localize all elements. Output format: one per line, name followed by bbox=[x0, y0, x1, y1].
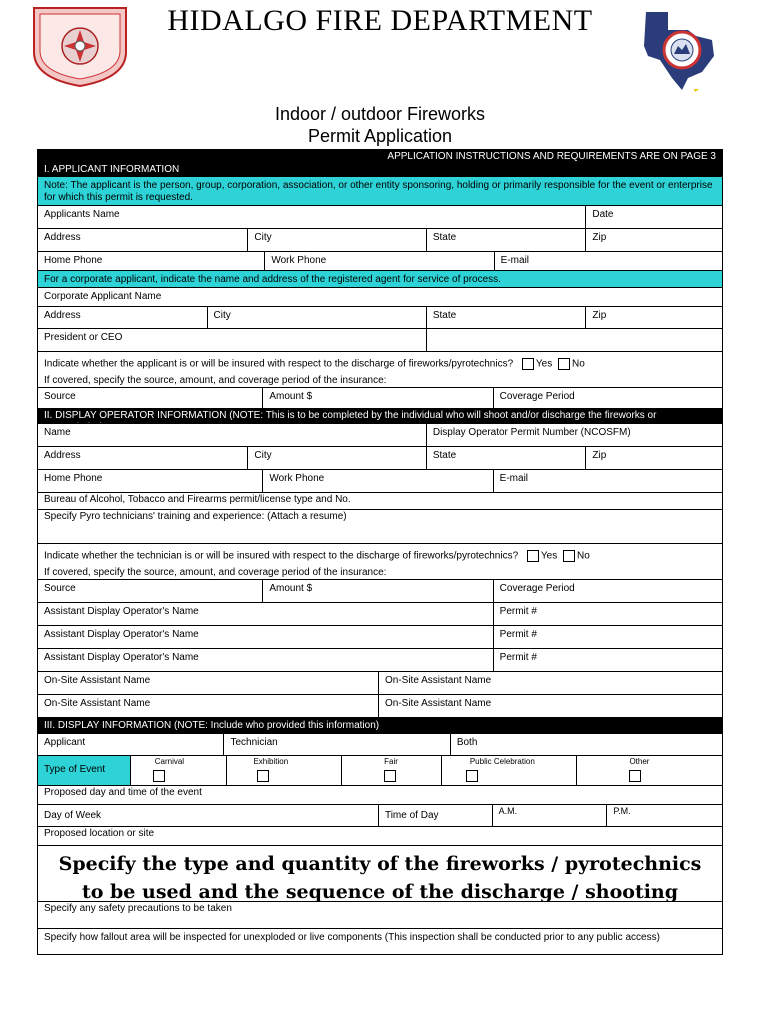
form-subtitle-line1: Indoor / outdoor Fireworks bbox=[274, 104, 486, 124]
fireworks-spec-heading[interactable]: Specify the type and quantity of the fireworks / pyrotechnics to be used and the sequence of the discharge / shooting bbox=[58, 853, 702, 901]
atf-row bbox=[37, 493, 723, 510]
home-phone-field[interactable]: Home Phone bbox=[38, 252, 265, 270]
operator-name-row bbox=[37, 424, 723, 447]
carnival-label: Carnival bbox=[154, 757, 185, 766]
location-field[interactable]: Proposed location or site bbox=[44, 828, 155, 839]
operator-address-row bbox=[37, 447, 723, 470]
section3-header bbox=[37, 718, 723, 734]
city-seal-logo bbox=[638, 6, 720, 92]
applicant-note bbox=[37, 177, 723, 206]
section1-heading: I. APPLICANT INFORMATION bbox=[44, 164, 180, 175]
corporate-zip-field[interactable]: Zip bbox=[592, 310, 607, 321]
applicant-address-row bbox=[37, 229, 723, 252]
corporate-name-row bbox=[37, 288, 723, 307]
section1-header bbox=[37, 149, 723, 177]
assistant-permit-field[interactable]: Permit # bbox=[499, 652, 537, 663]
operator-phone-row bbox=[37, 470, 723, 493]
form-subtitle-line2: Permit Application bbox=[307, 126, 453, 146]
assistant-permit-field[interactable]: Permit # bbox=[499, 629, 537, 640]
address-field[interactable]: Address bbox=[38, 229, 248, 251]
applicant-option[interactable]: Applicant bbox=[38, 734, 224, 755]
yes-label: Yes bbox=[540, 550, 558, 562]
assistant-name-field[interactable]: Assistant Display Operator's Name bbox=[38, 649, 494, 671]
no-label: No bbox=[577, 550, 590, 562]
operator-city-field[interactable]: City bbox=[248, 447, 426, 469]
exhibition-checkbox[interactable] bbox=[257, 770, 269, 782]
president-blank[interactable] bbox=[427, 329, 722, 351]
operator-zip-field[interactable]: Zip bbox=[592, 450, 607, 461]
other-checkbox[interactable] bbox=[629, 770, 641, 782]
technician-insurance-details-row bbox=[37, 580, 723, 603]
onsite-assistant-left-field[interactable]: On-Site Assistant Name bbox=[38, 695, 379, 717]
operator-state-field[interactable]: State bbox=[427, 447, 587, 469]
technician-source-field[interactable]: Source bbox=[38, 580, 263, 602]
president-row bbox=[37, 329, 723, 352]
public-celebration-checkbox[interactable] bbox=[466, 770, 478, 782]
email-field[interactable]: E-mail bbox=[500, 255, 530, 266]
amount-field[interactable]: Amount $ bbox=[263, 388, 493, 408]
applicants-name-field[interactable]: Applicants Name bbox=[38, 206, 586, 228]
fair-label: Fair bbox=[384, 757, 398, 766]
section2-header bbox=[37, 409, 723, 424]
other-label: Other bbox=[629, 757, 650, 766]
applicant-no-checkbox[interactable] bbox=[558, 358, 570, 370]
technician-amount-field[interactable]: Amount $ bbox=[263, 580, 493, 602]
applicant-yes-checkbox[interactable] bbox=[522, 358, 534, 370]
safety-precautions-field[interactable]: Specify any safety precautions to be taken bbox=[44, 903, 232, 914]
pm-field[interactable]: P.M. bbox=[613, 806, 631, 816]
technician-insured-question: Indicate whether the technician is or will be insured with respect to the discharge of fireworks/pyrotechnics? bbox=[44, 550, 519, 562]
corporate-address-field[interactable]: Address bbox=[38, 307, 208, 328]
carnival-checkbox[interactable] bbox=[153, 770, 165, 782]
technician-no-checkbox[interactable] bbox=[563, 550, 575, 562]
city-field[interactable]: City bbox=[248, 229, 426, 251]
onsite-assistant-right-field[interactable]: On-Site Assistant Name bbox=[385, 698, 492, 709]
time-of-day-field[interactable]: Time of Day bbox=[379, 805, 493, 826]
onsite-assistant-right-field[interactable]: On-Site Assistant Name bbox=[385, 675, 492, 686]
fireworks-spec-row bbox=[37, 846, 723, 902]
operator-name-field[interactable]: Name bbox=[38, 424, 427, 446]
operator-email-field[interactable]: E-mail bbox=[499, 473, 529, 484]
fair-checkbox[interactable] bbox=[384, 770, 396, 782]
assistant-permit-field[interactable]: Permit # bbox=[499, 606, 537, 617]
assistant-row bbox=[37, 626, 723, 649]
corporate-name-field[interactable]: Corporate Applicant Name bbox=[44, 291, 162, 302]
date-field[interactable]: Date bbox=[592, 209, 614, 220]
assistant-name-field[interactable]: Assistant Display Operator's Name bbox=[38, 603, 494, 625]
operator-address-field[interactable]: Address bbox=[38, 447, 248, 469]
day-time-row bbox=[37, 805, 723, 827]
page-title: HIDALGO FIRE DEPARTMENT bbox=[167, 4, 593, 37]
onsite-row bbox=[37, 695, 723, 718]
location-row bbox=[37, 827, 723, 846]
atf-field[interactable]: Bureau of Alcohol, Tobacco and Firearms permit/license type and No. bbox=[44, 494, 351, 505]
corporate-city-field[interactable]: City bbox=[208, 307, 427, 328]
applicant-name-row[interactable] bbox=[37, 206, 723, 229]
event-option-public-celebration[interactable] bbox=[442, 756, 578, 785]
assistant-row bbox=[37, 649, 723, 672]
event-option-other[interactable] bbox=[577, 756, 722, 785]
corporate-note-text: For a corporate applicant, indicate the name and address of the registered agent for service of process. bbox=[44, 274, 501, 285]
section3-heading: III. DISPLAY INFORMATION (NOTE: Include who provided this information) bbox=[44, 720, 380, 731]
applicant-covered-text: If covered, specify the source, amount, and coverage period of the insurance: bbox=[44, 374, 387, 386]
fallout-inspection-field[interactable]: Specify how fallout area will be inspected for unexploded or live components (This inspection shall be conducted prior to any public access) bbox=[44, 932, 660, 943]
applicant-insurance-details-row bbox=[37, 388, 723, 409]
pyro-training-field[interactable]: Specify Pyro technicians' training and experience: (Attach a resume) bbox=[44, 511, 347, 522]
permit-form bbox=[37, 149, 723, 955]
corporate-note bbox=[37, 271, 723, 288]
applicant-insurance-row bbox=[37, 352, 723, 388]
onsite-assistant-left-field[interactable]: On-Site Assistant Name bbox=[38, 672, 379, 694]
assistant-row bbox=[37, 603, 723, 626]
applicant-insurance-cell bbox=[38, 352, 722, 387]
corporate-state-field[interactable]: State bbox=[427, 307, 587, 328]
type-of-event-label: Type of Event bbox=[38, 756, 131, 785]
day-of-week-field[interactable]: Day of Week bbox=[38, 805, 379, 826]
am-field[interactable]: A.M. bbox=[493, 805, 608, 826]
proposed-day-row bbox=[37, 786, 723, 805]
no-label: No bbox=[572, 358, 585, 370]
yes-label: Yes bbox=[535, 358, 553, 370]
work-phone-field[interactable]: Work Phone bbox=[265, 252, 494, 270]
state-field[interactable]: State bbox=[427, 229, 587, 251]
source-field[interactable]: Source bbox=[38, 388, 263, 408]
operator-work-phone-field[interactable]: Work Phone bbox=[263, 470, 493, 492]
technician-covered-text: If covered, specify the source, amount, and coverage period of the insurance: bbox=[44, 566, 387, 578]
exhibition-label: Exhibition bbox=[253, 757, 289, 766]
onsite-row bbox=[37, 672, 723, 695]
applicant-insured-question: Indicate whether the applicant is or will be insured with respect to the discharge of fireworks/pyrotechnics? bbox=[44, 358, 514, 370]
applicant-phone-row bbox=[37, 252, 723, 271]
fire-department-logo bbox=[30, 4, 130, 88]
operator-home-phone-field[interactable]: Home Phone bbox=[38, 470, 263, 492]
source-of-info-row bbox=[37, 734, 723, 756]
corporate-address-row bbox=[37, 307, 723, 329]
zip-field[interactable]: Zip bbox=[592, 232, 607, 243]
both-option[interactable]: Both bbox=[456, 737, 478, 748]
technician-insurance-cell bbox=[38, 544, 722, 579]
instructions-note: APPLICATION INSTRUCTIONS AND REQUIREMENTS ARE ON PAGE 3 bbox=[387, 151, 716, 162]
president-field[interactable]: President or CEO bbox=[38, 329, 427, 351]
pyro-training-row bbox=[37, 510, 723, 544]
section2-heading: II. DISPLAY OPERATOR INFORMATION (NOTE: This is to be completed by the individual who will shoot and/or discharge the fireworks or bbox=[44, 410, 657, 421]
proposed-day-field[interactable]: Proposed day and time of the event bbox=[44, 787, 202, 798]
fallout-row bbox=[37, 929, 723, 955]
event-option-fair[interactable] bbox=[342, 756, 442, 785]
technician-yes-checkbox[interactable] bbox=[527, 550, 539, 562]
event-type-row bbox=[37, 756, 723, 786]
operator-permit-number-field[interactable]: Display Operator Permit Number (NCOSFM) bbox=[432, 427, 631, 438]
event-option-carnival[interactable] bbox=[131, 756, 228, 785]
technician-coverage-field[interactable]: Coverage Period bbox=[499, 583, 575, 594]
event-option-exhibition[interactable] bbox=[227, 756, 342, 785]
safety-row bbox=[37, 902, 723, 929]
public-celebration-label: Public Celebration bbox=[469, 757, 535, 766]
coverage-period-field[interactable]: Coverage Period bbox=[499, 391, 575, 402]
technician-insurance-row bbox=[37, 544, 723, 580]
assistant-name-field[interactable]: Assistant Display Operator's Name bbox=[38, 626, 494, 648]
technician-option[interactable]: Technician bbox=[224, 734, 450, 755]
applicant-note-text: Note: The applicant is the person, group, corporation, association, or other entity sponsoring, holding or primarily responsible for the event or enterprise for which this permit is requested. bbox=[44, 180, 713, 203]
